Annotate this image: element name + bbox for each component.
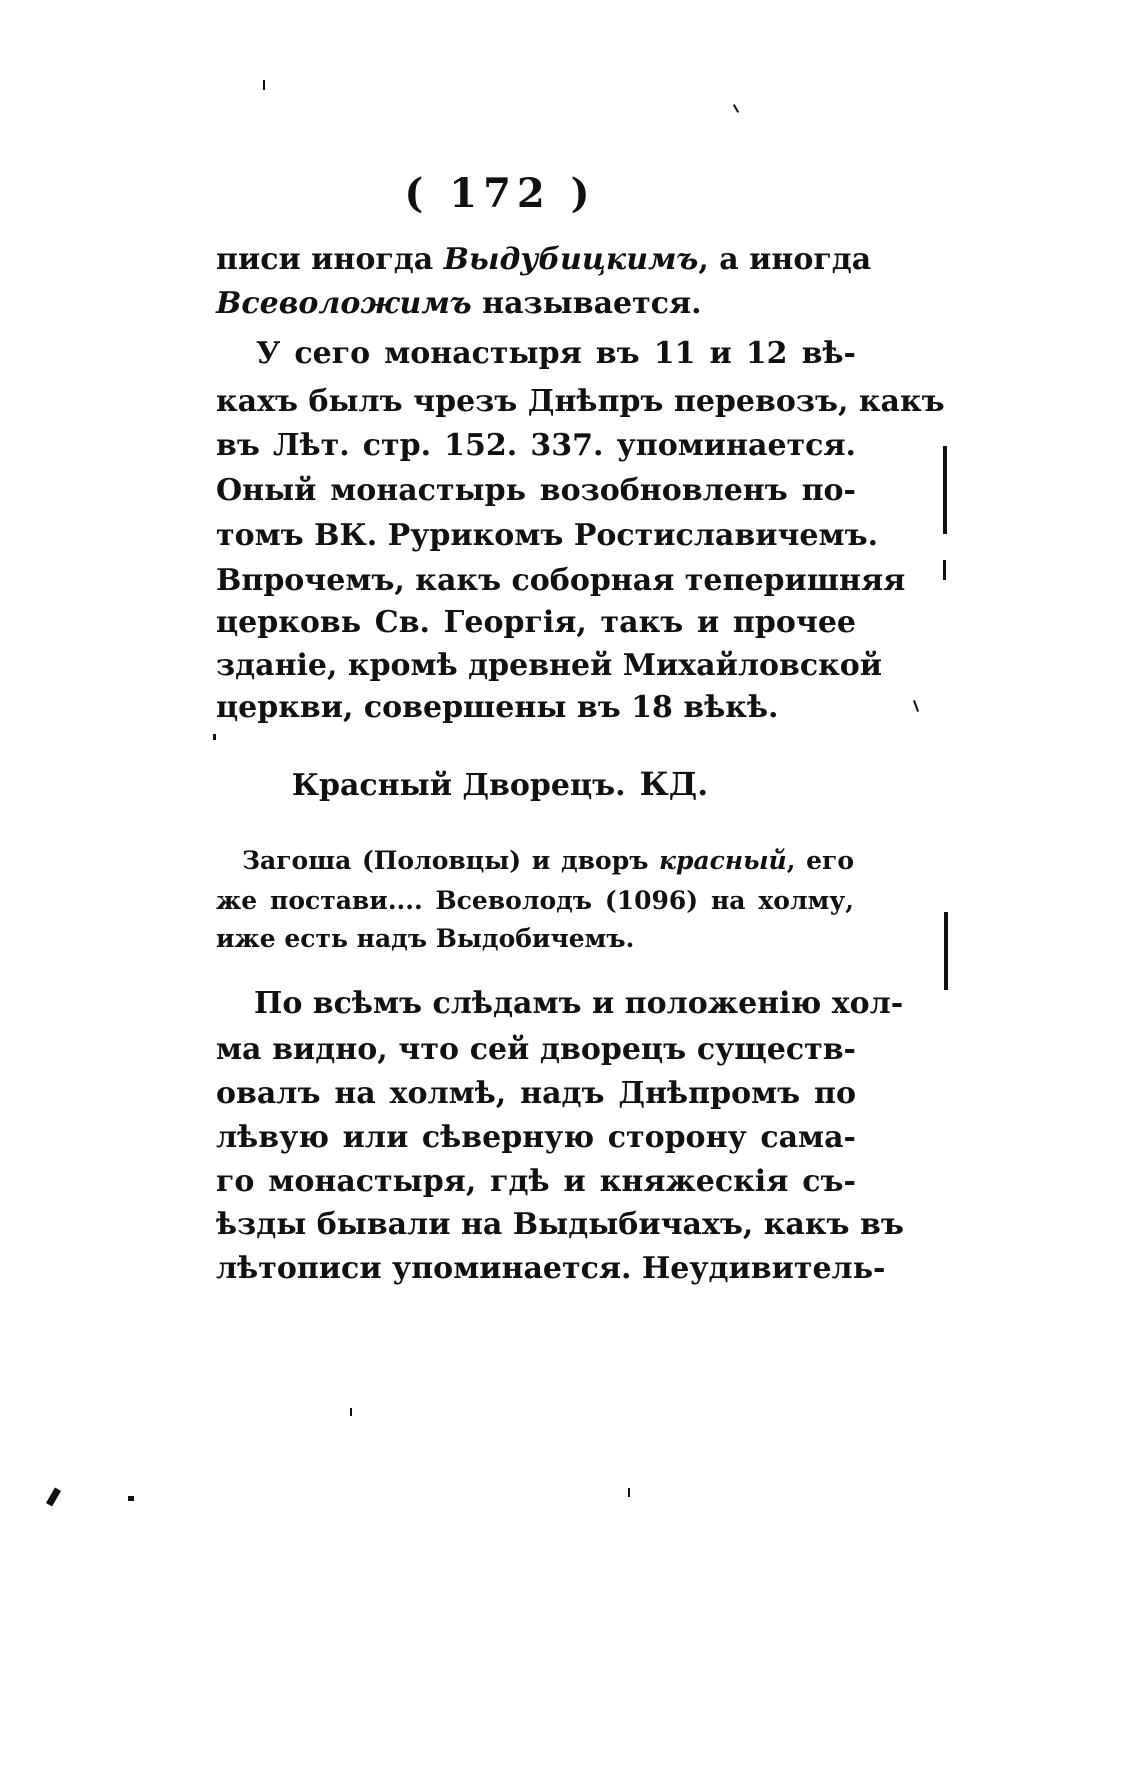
line-text: томъ ВК. Рурикомъ Ростиславичемъ.	[216, 518, 879, 553]
line-text: лѣтописи упоминается. Неудивитель-	[216, 1251, 886, 1286]
para3-line	[216, 1120, 856, 1155]
scan-speck	[628, 1488, 630, 1497]
scan-speck	[46, 1487, 61, 1506]
para3-line	[216, 1207, 904, 1242]
line-text: кахъ былъ чрезъ Днѣпръ перевозъ, какъ	[216, 384, 945, 419]
line-text: лѣвую или сѣверную сторону сама-	[216, 1120, 856, 1155]
line-text: въ Лѣт. стр. 152. 337. упоминается.	[216, 428, 856, 463]
text-span: , а иногда	[698, 242, 872, 277]
para2-line	[216, 648, 883, 683]
italic-name: Всеволожимъ	[216, 286, 472, 321]
line-text: иже есть надъ Выдобичемъ.	[216, 924, 635, 953]
line-text: ма видно, что сей дворецъ существ-	[216, 1032, 856, 1067]
line-text: овалъ на холмѣ, надъ Днѣпромъ по	[216, 1076, 856, 1111]
text-span: , его	[786, 846, 854, 875]
line-text: го монастыря, гдѣ и княжескія съ-	[216, 1164, 856, 1199]
scan-speck	[733, 104, 739, 113]
line-text: зданіе, кромѣ древней Михайловской	[216, 648, 883, 683]
para3-line	[216, 1251, 886, 1286]
scan-speck	[943, 446, 947, 534]
para2-line	[216, 605, 856, 640]
scan-speck	[944, 912, 948, 990]
para2-line	[216, 384, 945, 419]
line-text: ѣзды бывали на Выдыбичахъ, какъ въ	[216, 1207, 904, 1242]
para3-line	[254, 986, 904, 1021]
heading-mark: КД.	[639, 765, 709, 803]
scan-speck	[350, 1408, 352, 1416]
italic-word: красный	[659, 846, 787, 875]
quote-line	[216, 924, 634, 953]
line-text: По всѣмъ слѣдамъ и положенію хол-	[254, 986, 904, 1021]
line-text: У сего монастыря въ 11 и 12 вѣ-	[256, 336, 856, 371]
para3-line	[216, 1076, 856, 1111]
scan-speck	[263, 80, 265, 90]
para2-line	[216, 473, 856, 508]
quote-line	[242, 846, 854, 875]
line-text: Впрочемъ, какъ соборная теперишняя	[216, 563, 906, 598]
para2-line	[216, 690, 779, 725]
text-span: Загоша (Половцы) и дворъ	[242, 846, 660, 875]
page-number: ( 172 )	[404, 170, 596, 217]
text-span: писи иногда	[216, 242, 444, 277]
line-text: же постави.... Всеволодъ (1096) на холму,	[216, 886, 854, 915]
section-heading	[0, 765, 1000, 803]
para2-line	[216, 563, 906, 598]
para2-line	[256, 336, 856, 371]
para2-line	[216, 428, 856, 463]
para1-line	[216, 286, 702, 321]
heading-title: Красный Дворецъ.	[291, 768, 626, 803]
para3-line	[216, 1164, 856, 1199]
line-text: церковь Св. Георгія, такъ и прочее	[216, 605, 856, 640]
para1-line	[216, 242, 872, 277]
para2-line	[216, 518, 879, 553]
line-text: церкви, совершены въ 18 вѣкѣ.	[216, 690, 779, 725]
para3-line	[216, 1032, 856, 1067]
quote-line	[216, 886, 854, 915]
italic-name: Выдубицкимъ	[443, 242, 699, 277]
line-text: Оный монастырь возобновленъ по-	[216, 473, 856, 508]
scan-speck	[213, 734, 216, 740]
scan-speck	[128, 1496, 134, 1501]
scan-speck	[943, 560, 946, 580]
scan-speck	[913, 700, 919, 712]
text-span: называется.	[471, 286, 702, 321]
